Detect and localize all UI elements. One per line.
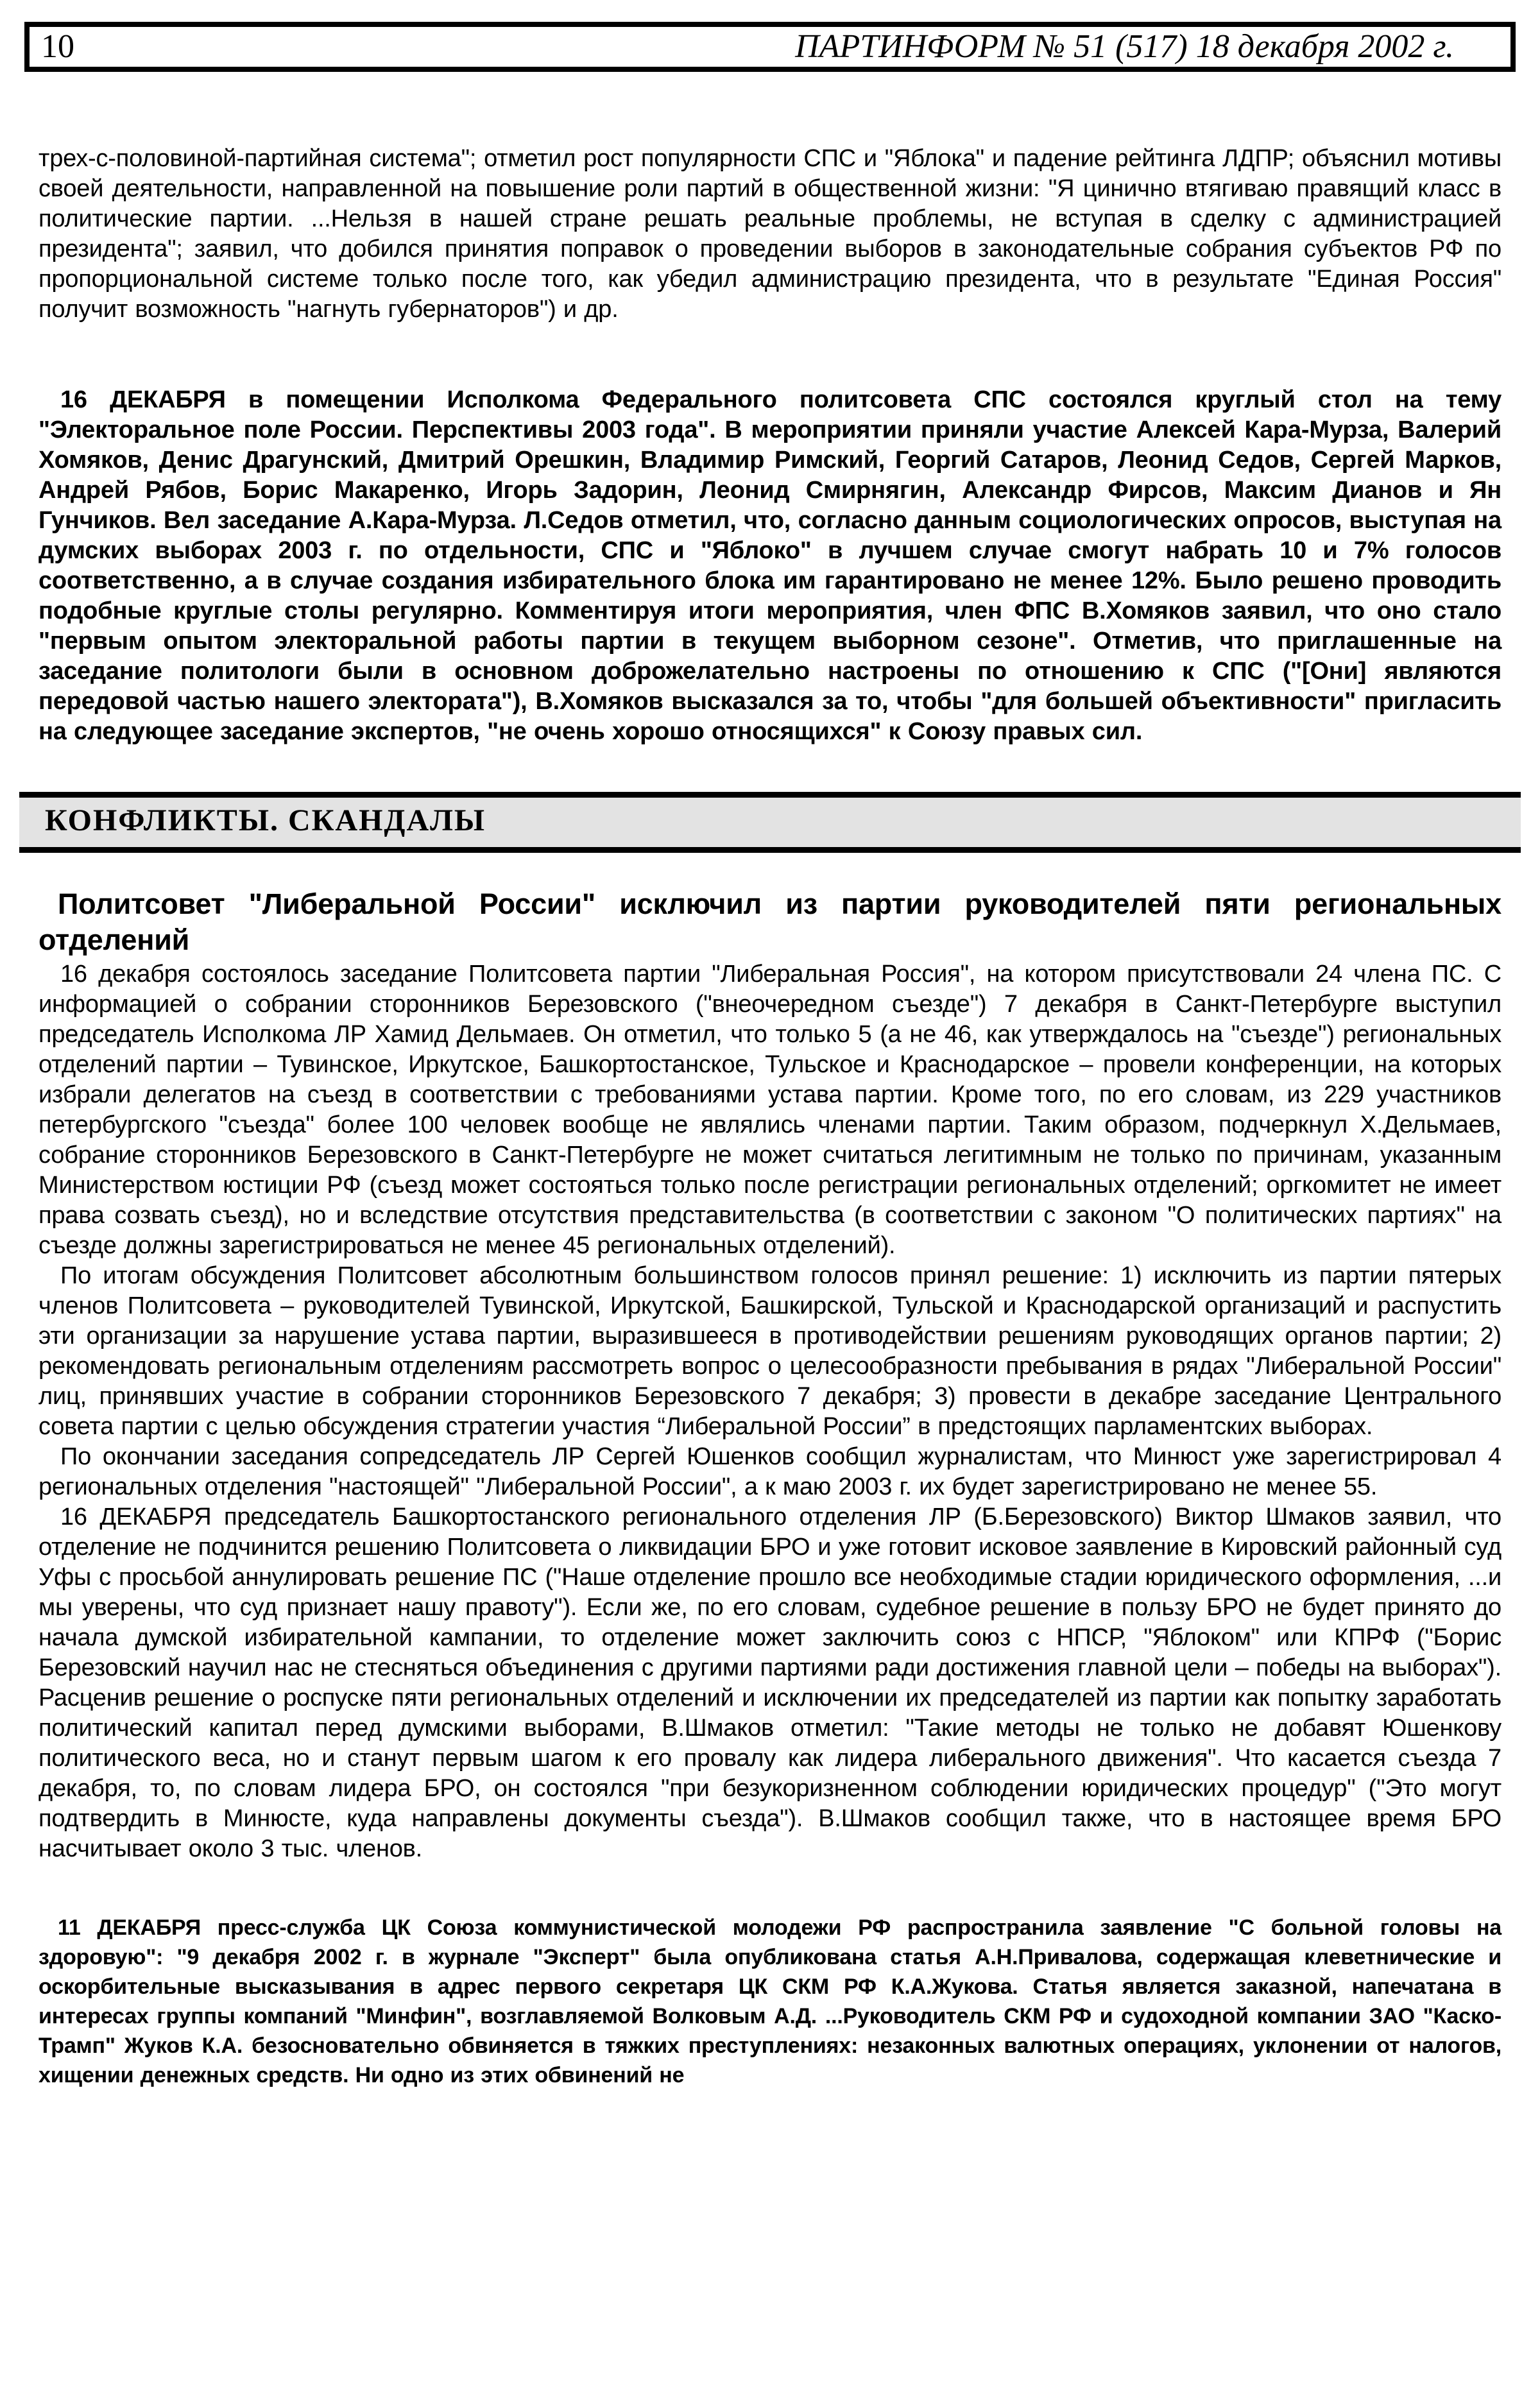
article-paragraph-1: 16 декабря состоялось заседание Политсовета партии "Либеральная Россия", на котором присутствовали 24 члена ПС. С информацией о собрании сторонников Березовского ("внеочередном съезде") 7 декабря в Санкт-Петербурге выступил председатель Исполкома ЛР Хамид Дельмаев. Он отметил, что только 5 (а не 46, как утверждалось на "съезде") региональных отделений партии – Тувинское, Иркутское, Башкортостанское, Тульское и Краснодарское – провели конференции, на которых избрали делегатов на съезд в соответствии с требованиями устава партии. Кроме того, по его словам, из 229 участников петербургского "съезда" более 100 человек вообще не являлись членами партии. Таким образом, подчеркнул Х.Дельмаев, собрание сторонников Березовского в Санкт-Петербурге не может считаться легитимным не только по причинам, указанным Министерством юстиции РФ (съезд может состояться только после регистрации региональных отделений; оргкомитет не имеет права созвать съезд), но и вследствие отсутствия представительства (в соответствии с законом "О политических партиях" на съезде должны зарегистрироваться не менее 45 региональных отделений).: [38, 960, 1502, 1259]
article-paragraph-4: 16 ДЕКАБРЯ председатель Башкортостанского регионального отделения ЛР (Б.Березовского) Виктор Шмаков заявил, что отделение не подчинится решению Политсовета о ликвидации БРО и уже готовит исковое заявление в Кировский районный суд Уфы с просьбой аннулировать решение ПС ("Наше отделение прошло все необходимые стадии юридического оформления, ...и мы уверены, что суд признает нашу правоту"). Если же, по его словам, судебное решение в пользу БРО не будет принято до начала думской избирательной кампании, то отделение может заключить союз с НПСР, "Яблоком" или КПРФ ("Борис Березовский научил нас не стесняться объединения с другими партиями ради достижения главной цели – победы на выборах"). Расценив решение о роспуске пяти региональных отделений и исключении их председателей из партии как попытку заработать политический капитал перед думскими выборами, В.Шмаков отметил: "Такие методы не только не добавят Юшенкову политического веса, но и станут первым шагом к его провалу как лидера либерального движения". Что касается съезда 7 декабря, то, по словам лидера БРО, он состоялся "при безукоризненном соблюдении юридических процедур" ("Это могут подтвердить в Минюсте, куда направлены документы съезда"). В.Шмаков сообщил также, что в настоящее время БРО насчитывает около 3 тыс. членов.: [38, 1503, 1502, 1862]
article-headline: Политсовет "Либеральной России" исключил из партии руководителей пяти региональных отделений: [38, 887, 1502, 956]
article-paragraph-2: По итогам обсуждения Политсовет абсолютным большинством голосов принял решение: 1) исключить из партии пятерых членов Политсовета – руководителей Тувинской, Иркутской, Башкирской, Тульской и Краснодарской организаций и распустить эти организации за нарушение устава партии, выразившееся в противодействии решениям руководящих органов партии; 2) рекомендовать региональным отделениям рассмотреть вопрос о целесообразности пребывания в рядах "Либеральной России" лиц, принявших участие в собрании сторонников Березовского 7 декабря; 3) провести в декабре заседание Центрального совета партии с целью обсуждения стратегии участия “Либеральной России” в предстоящих парламентских выборах.: [38, 1262, 1502, 1440]
section-title: КОНФЛИКТЫ. СКАНДАЛЫ: [45, 803, 486, 837]
intro-continuation-paragraph: трех-с-половиной-партийная система"; отметил рост популярности СПС и "Яблока" и падение рейтинга ЛДПР; объяснил мотивы своей деятельности, направленной на повышение роли партий в общественной жизни: "Я цинично втягиваю правящий класс в политические партии. ...Нельзя в нашей стране решать реальные проблемы, не вступая в сделку с администрацией президента"; заявил, что добился принятия поправок о проведении выборов в законодательные собрания субъектов РФ по пропорциональной системе только после того, как убедил администрацию президента, что в результате "Единая Россия" получит возможность "нагнуть губернаторов") и др.: [38, 145, 1502, 323]
page-content: [0, 144, 1540, 2090]
sps-roundtable-paragraph: 16 ДЕКАБРЯ в помещении Исполкома Федерального политсовета СПС состоялся круглый стол на тему "Электоральное поле России. Перспективы 2003 года". В мероприятии приняли участие Алексей Кара-Мурза, Валерий Хомяков, Денис Драгунский, Дмитрий Орешкин, Владимир Римский, Георгий Сатаров, Леонид Седов, Сергей Марков, Андрей Рябов, Борис Макаренко, Игорь Задорин, Леонид Смирнягин, Александр Фирсов, Максим Дианов и Ян Гунчиков. Вел заседание А.Кара-Мурза. Л.Седов отметил, что, согласно данным социологических опросов, выступая на думских выборах 2003 г. по отдельности, СПС и "Яблоко" в лучшем случае смогут набрать 10 и 7% голосов соответственно, а в случае создания избирательного блока им гарантировано не менее 12%. Было решено проводить подобные круглые столы регулярно. Комментируя итоги мероприятия, член ФПС В.Хомяков заявил, что оно стало "первым опытом электоральной работы партии в текущем выборном сезоне". Отметив, что приглашенные на заседание политологи были в основном доброжелательно настроены по отношению к СПС ("[Они] являются передовой частью нашего электората"), В.Хомяков высказался за то, чтобы "для большей объективности" пригласить на следующее заседание экспертов, "не очень хорошо относящихся" к Союзу правых сил.: [38, 386, 1502, 745]
section-header-bar: [19, 792, 1521, 853]
page-header: [24, 22, 1516, 72]
masthead-title: ПАРТИНФОРМ № 51 (517) 18 декабря 2002 г.: [795, 28, 1454, 65]
skm-statement-paragraph: 11 ДЕКАБРЯ пресс-служба ЦК Союза коммунистической молодежи РФ распространила заявление "С больной головы на здоровую": "9 декабря 2002 г. в журнале "Эксперт" была опубликована статья А.Н.Привалова, содержащая клеветнические и оскорбительные высказывания в адрес первого секретаря ЦК СКМ РФ К.А.Жукова. Статья является заказной, напечатана в интересах группы компаний "Минфин", возглавляемой Волковым А.Д. ...Руководитель СКМ РФ и судоходной компании ЗАО "Каско-Трамп" Жуков К.А. безосновательно обвиняется в тяжких преступлениях: незаконных валютных операциях, уклонении от налогов, хищении денежных средств. Ни одно из этих обвинений не: [38, 1915, 1502, 2087]
page-number: 10: [41, 28, 74, 65]
article-paragraph-3: По окончании заседания сопредседатель ЛР Сергей Юшенков сообщил журналистам, что Минюст уже зарегистрировал 4 региональных отделения "настоящей" "Либеральной России", а к маю 2003 г. их будет зарегистрировано не менее 55.: [38, 1443, 1502, 1500]
